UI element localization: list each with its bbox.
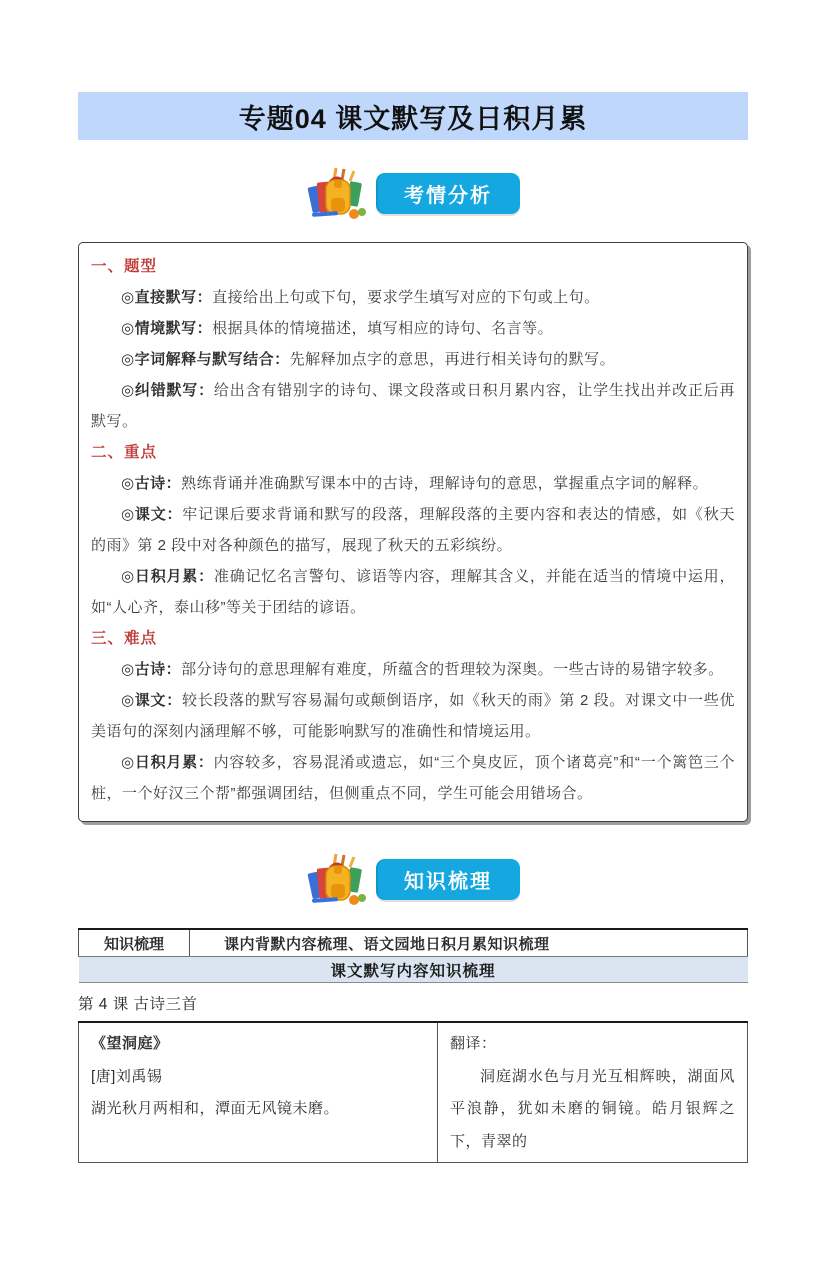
table-row [79, 1022, 748, 1163]
analysis-item [91, 654, 735, 685]
table-row [79, 957, 748, 983]
title-banner [78, 92, 748, 140]
item-label: ◎古诗： [121, 475, 182, 492]
item-label: ◎日积月累： [121, 568, 214, 585]
knowledge-summary-table [78, 928, 748, 983]
item-text: 给出含有错别字的诗句、课文段落或日积月累内容，让学生找出并改正后再默写。 [91, 382, 735, 430]
section-title-cell: 课文默写内容知识梳理 [79, 957, 748, 983]
item-text: 较长段落的默写容易漏句或颠倒语序，如《秋天的雨》第 2 段。对课文中一些优美语句的深刻内涵理解不够，可能影响默写的准确性和情境运用。 [91, 692, 735, 740]
item-text: 内容较多，容易混淆或遗忘，如“三个臭皮匠，顶个诸葛亮”和“一个篱笆三个桩，一个好汉三个帮”都强调团结，但侧重点不同，学生可能会用错场合。 [91, 754, 735, 802]
item-label: ◎课文： [121, 506, 183, 523]
knowledge-badge-row [78, 852, 748, 906]
table-row [79, 929, 748, 957]
analysis-item [91, 344, 735, 375]
item-label: ◎日积月累： [121, 754, 214, 771]
translation-label: 翻译： [450, 1035, 497, 1052]
item-label: ◎字词解释与默写结合： [121, 351, 290, 368]
analysis-item [91, 747, 735, 809]
analysis-item [91, 282, 735, 313]
exam-analysis-box [78, 242, 748, 822]
poem-table [78, 1021, 748, 1163]
poem-line: 湖光秋月两相和，潭面无风镜未磨。 [91, 1100, 340, 1117]
backpack-books-icon [306, 852, 368, 906]
item-text: 先解释加点字的意思，再进行相关诗句的默写。 [289, 351, 616, 368]
analysis-item [91, 313, 735, 344]
item-label: ◎情境默写： [121, 320, 213, 337]
translation-cell [438, 1022, 748, 1163]
summary-label-cell: 知识梳理 [79, 929, 190, 957]
analysis-item [91, 375, 735, 437]
analysis-item [91, 499, 735, 561]
section-heading-difficulties: 三、难点 [91, 630, 158, 647]
item-label: ◎纠错默写： [121, 382, 214, 399]
poem-cell [79, 1022, 438, 1163]
section-heading-keypoints: 二、重点 [91, 444, 158, 461]
item-text: 准确记忆名言警句、谚语等内容，理解其含义，并能在适当的情境中运用，如“人心齐，泰山移”等关于团结的谚语。 [91, 568, 735, 616]
document-page [0, 92, 826, 1261]
translation-text: 洞庭湖水色与月光互相辉映，湖面风平浪静，犹如未磨的铜镜。皓月银辉之下，青翠的 [450, 1067, 735, 1150]
section-heading-types: 一、题型 [91, 258, 158, 275]
item-label: ◎古诗： [121, 661, 182, 678]
item-text: 牢记课后要求背诵和默写的段落，理解段落的主要内容和表达的情感，如《秋天的雨》第 2 段中对各种颜色的描写，展现了秋天的五彩缤纷。 [91, 506, 735, 554]
item-text: 部分诗句的意思理解有难度，所蕴含的哲理较为深奥。一些古诗的易错字较多。 [181, 661, 724, 678]
poem-author: [唐]刘禹锡 [91, 1067, 163, 1085]
item-label: ◎直接默写： [121, 289, 213, 306]
page-title: 专题04 课文默写及日积月累 [238, 103, 588, 134]
item-text: 直接给出上句或下句，要求学生填写对应的下句或上句。 [212, 289, 600, 306]
analysis-item [91, 468, 735, 499]
item-text: 根据具体的情境描述，填写相应的诗句、名言等。 [212, 320, 554, 337]
knowledge-badge: 知识梳理 [376, 859, 520, 900]
summary-value-cell: 课内背默内容梳理、语文园地日积月累知识梳理 [190, 929, 748, 957]
backpack-books-icon [306, 166, 368, 220]
poem-title: 《望洞庭》 [91, 1035, 169, 1052]
analysis-badge: 考情分析 [376, 173, 520, 214]
item-text: 熟练背诵并准确默写课本中的古诗，理解诗句的意思，掌握重点字词的解释。 [181, 475, 709, 492]
analysis-badge-row [78, 166, 748, 220]
item-label: ◎课文： [121, 692, 182, 709]
analysis-item [91, 561, 735, 623]
lesson-heading: 第 4 课 古诗三首 [78, 996, 198, 1013]
analysis-item [91, 685, 735, 747]
